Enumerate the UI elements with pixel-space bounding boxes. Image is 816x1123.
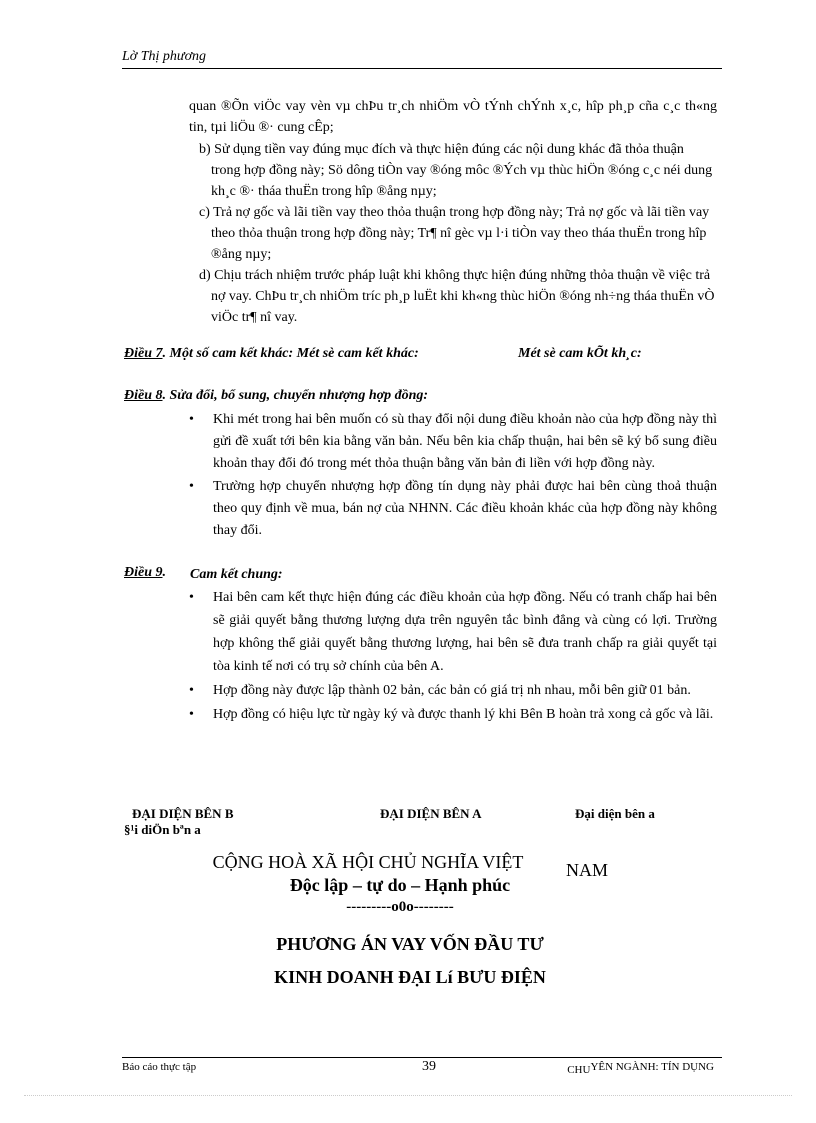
article-7-extra: Mét sè cam kÕt kh¸c: [518, 346, 642, 361]
page-footer [122, 1057, 722, 1076]
signature-party-b: ĐẠI DIỆN BÊN B [132, 806, 234, 821]
national-motto [0, 852, 776, 873]
obligations-list [187, 139, 715, 328]
list-item: • Hai bên cam kết thực hiện đúng các điều khoản của hợp đồng. Nếu có tranh chấp hai bên sẽ giải quyết bằng thương lượng dựa trên nguyên tắc bình đẳng và cùng có lợi. Trường hợp không thể giải quyết bằng thương lượng, hai bên sẽ đưa tranh chấp ra giải quyết tại tòa kinh tế nơi có trụ sở chính của bên A. [189, 586, 717, 678]
article-9-heading: Điều 9. [124, 565, 166, 580]
article-8-heading [124, 388, 428, 404]
obligation-b: b) Sử dụng tiền vay đúng mục đích và thực hiện đúng các nội dung khác đã thỏa thuận trong hợp đồng này; Sö dông tiÒn vay ®óng môc ®Ých vµ thùc hiÖn ®óng c¸c néi dung kh¸c ®· tháa thuËn trong hîp ®ång nµy; [199, 142, 713, 199]
header-author: Lờ Thị phương [122, 49, 207, 64]
bullet-icon: • [189, 707, 194, 722]
article-9-label: Điều 9 [124, 565, 163, 580]
signature-party-a-alt: Đại diện bên a [575, 806, 655, 821]
article-9-text: Cam kết chung: [190, 567, 283, 582]
footer-left: Báo cáo thực tập [122, 1061, 197, 1073]
article-8-text: . Sửa đổi, bổ sung, chuyển nhượng hợp đồng: [162, 388, 429, 403]
list-item: • Khi mét trong hai bên muốn có sù thay đổi nội dung điều khoản nào của hợp đồng này thì gửi đề xuất tới bên kia bằng văn bản. Nếu bên kia chấp thuận, hai bên sẽ ký bổ sung điều khoản thay đổi đó trong mét thỏa thuận bằng văn bản đi liền với hợp đồng này. [189, 409, 717, 475]
signature-party-a: ĐẠI DIỆN BÊN A [380, 806, 482, 821]
list-item: • Hợp đồng này được lập thành 02 bản, các bản có giá trị nh nhau, mỗi bên giữ 01 bản. [189, 679, 717, 702]
national-line2: Độc lập – tự do – Hạnh phúc [289, 875, 511, 895]
article-8-bullets [189, 409, 717, 543]
bullet-icon: • [189, 590, 194, 605]
bullet-icon: • [189, 412, 194, 427]
article-9-bullets [189, 586, 717, 727]
bullet-icon: • [189, 683, 194, 698]
obligation-c: c) Trả nợ gốc và lãi tiền vay theo thỏa thuận trong hợp đồng này; Trả nợ gốc và lãi tiền vay theo thỏa thuận trong hợp đồng này; Tr¶ nî gèc vµ l·i tiÒn vay theo tháa thuËn trong hîp ®ång nµy; [199, 205, 710, 262]
article-8-label: Điều 8 [124, 388, 163, 403]
signature-party-a-garbled: §¹i diÖn bªn a [124, 822, 201, 837]
list-item: • Trường hợp chuyển nhượng hợp đồng tín dụng này phải được hai bên cùng thoả thuận theo quy định về mua, bán nợ của NHNN. Các điều khoản khác của hợp đồng này không thay đổi. [189, 476, 717, 542]
plan-title-line2: KINH DOANH ĐẠI Lí BƯU ĐIỆN [274, 967, 546, 987]
national-line1-tail: NAM [566, 860, 609, 880]
list-item: • Hợp đồng có hiệu lực từ ngày ký và được thanh lý khi Bên B hoàn trả xong cả gốc và lãi. [189, 703, 717, 726]
bullet-icon: • [189, 479, 194, 494]
obligation-a-continued: quan ®Õn viÖc vay vèn vµ chÞu tr¸ch nhiÖm vÒ tÝnh chÝnh x¸c, hîp ph¸p cña c¸c th«ng tin, tµi liÖu ®· cung cÊp; [189, 99, 717, 135]
page-header [122, 46, 722, 69]
article-7-text: . Một số cam kết khác: Mét sè cam kết khác: [162, 346, 419, 361]
footer-right: CHUYÊN NGÀNH: TÍN DỤNG [567, 1061, 714, 1076]
article-7-heading [124, 346, 419, 362]
obligations-block [189, 96, 717, 138]
article-7-label: Điều 7 [124, 346, 163, 361]
national-line1: CỘNG HOÀ XÃ HỘI CHỦ NGHĨA VIỆT [212, 852, 524, 872]
page-bottom-divider [24, 1095, 792, 1096]
obligation-d: d) Chịu trách nhiệm trước pháp luật khi không thực hiện đúng những thỏa thuận về việc trả nợ vay. ChÞu tr¸ch nhiÖm tríc ph¸p luËt khi kh«ng thùc hiÖn ®óng nh÷ng tháa thuËn vÒ viÖc tr¶ nî vay. [199, 268, 715, 325]
national-line3: ---------o0o-------- [346, 899, 454, 915]
page-number: 39 [422, 1059, 436, 1074]
plan-title-line1: PHƯƠNG ÁN VAY VỐN ĐẦU TƯ [276, 934, 544, 954]
